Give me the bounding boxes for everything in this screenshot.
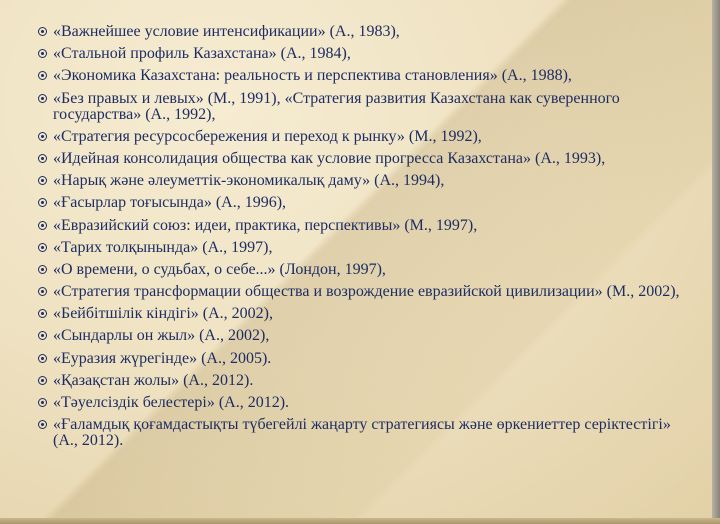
list-item	[38, 218, 698, 234]
circle-bullet-icon	[38, 287, 47, 296]
list-item	[38, 195, 698, 211]
circle-bullet-icon	[38, 331, 47, 340]
list-item	[38, 328, 698, 344]
list-item-text: «Тәуелсіздік белестері» (А., 2012).	[53, 394, 290, 411]
slide-right-border	[712, 0, 720, 524]
list-item	[38, 417, 698, 449]
list-item-text: «Стальной профиль Казахстана» (А., 1984),	[53, 45, 351, 63]
list-item-text: «Ғасырлар тоғысында» (А., 1996),	[53, 194, 287, 212]
circle-bullet-icon	[38, 49, 47, 58]
circle-bullet-icon	[38, 154, 47, 163]
list-item-text: «Стратегия трансформации общества и возрождение евразийской цивилизации» (М., 2002),	[53, 283, 680, 301]
list-item-text: «Бейбітшілік кіндігі» (А., 2002),	[53, 305, 273, 323]
list-item-text: «Евразийский союз: идеи, практика, перспективы» (М., 1997),	[53, 216, 478, 234]
list-item-text: «Ғаламдық қоғамдастықты түбегейлі жаңарту стратегиясы және өркениеттер серіктестігі» (А., 2012).	[53, 416, 671, 450]
list-item-text: «Тарих толқынында» (А., 1997),	[53, 238, 273, 256]
circle-bullet-icon	[38, 265, 47, 274]
list-item-text: «Идейная консолидация общества как условие прогресса Казахстана» (А., 1993),	[53, 149, 606, 167]
list-item	[38, 240, 698, 256]
list-item	[38, 262, 698, 278]
circle-bullet-icon	[38, 376, 47, 385]
list-item-text: «Сындарлы он жыл» (А., 2002),	[53, 327, 270, 345]
list-item-text: «Стратегия ресурсосбережения и переход к рынку» (М., 1992),	[53, 127, 482, 145]
circle-bullet-icon	[38, 221, 47, 230]
circle-bullet-icon	[38, 176, 47, 185]
list-item	[38, 351, 698, 367]
list-item-text: «Важнейшее условие интенсификации» (А., 1983),	[53, 23, 400, 40]
circle-bullet-icon	[38, 398, 47, 407]
slide-bottom-border	[0, 518, 720, 524]
list-item	[38, 129, 698, 145]
circle-bullet-icon	[38, 94, 47, 103]
list-item	[38, 24, 698, 40]
list-item-text: «Экономика Казахстана: реальность и перспектива становления» (А., 1988),	[53, 67, 572, 85]
circle-bullet-icon	[38, 71, 47, 80]
circle-bullet-icon	[38, 420, 47, 429]
list-item	[38, 91, 698, 123]
list-item	[38, 151, 698, 167]
list-item	[38, 284, 698, 300]
works-list	[38, 24, 698, 449]
list-item-text: «Еуразия жүрегінде» (А., 2005).	[53, 349, 272, 367]
circle-bullet-icon	[38, 27, 47, 36]
list-item	[38, 173, 698, 189]
list-item	[38, 306, 698, 322]
list-item-text: «Қазақстан жолы» (А., 2012).	[53, 371, 254, 389]
circle-bullet-icon	[38, 198, 47, 207]
list-item	[38, 46, 698, 62]
circle-bullet-icon	[38, 354, 47, 363]
list-item-text: «О времени, о судьбах, о себе...» (Лондон, 1997),	[53, 260, 386, 278]
list-item-text: «Без правых и левых» (М., 1991), «Стратегия развития Казахстана как суверенного государства» (А., 1992),	[53, 89, 620, 123]
circle-bullet-icon	[38, 132, 47, 141]
list-item-text: «Нарық және әлеуметтік-экономикалық даму» (А., 1994),	[53, 172, 445, 190]
slide-content	[38, 24, 698, 455]
list-item	[38, 373, 698, 389]
circle-bullet-icon	[38, 243, 47, 252]
list-item	[38, 395, 698, 411]
circle-bullet-icon	[38, 309, 47, 318]
list-item	[38, 68, 698, 84]
